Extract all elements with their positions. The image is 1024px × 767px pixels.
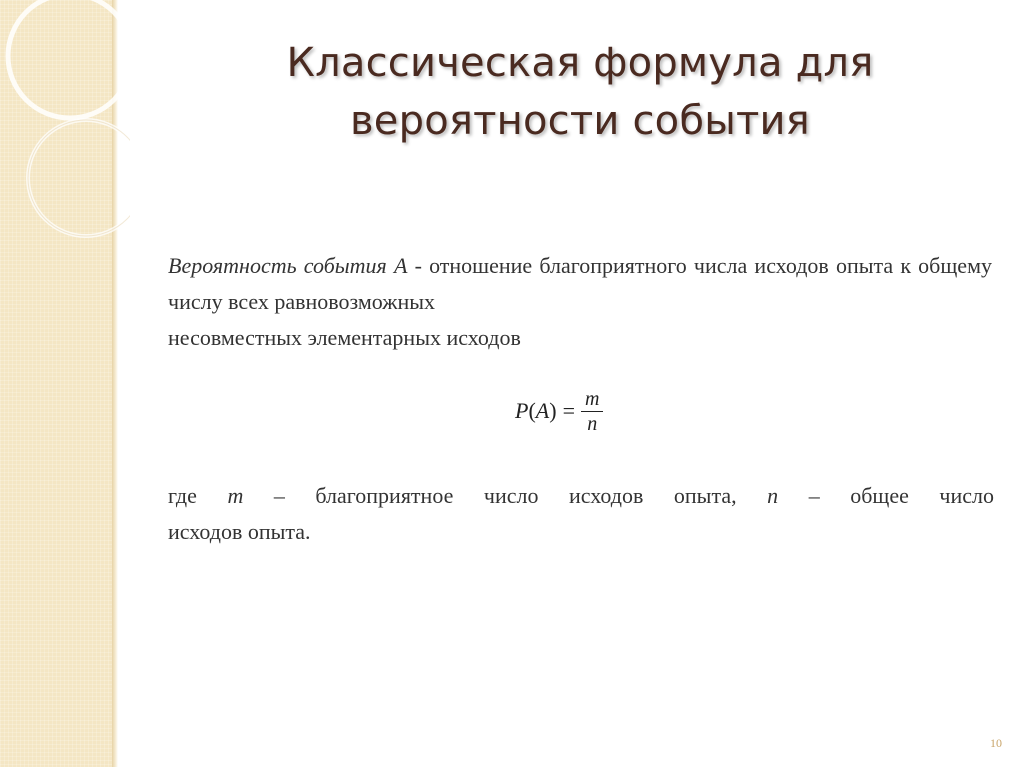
definition-paragraph <box>168 248 992 320</box>
decorative-circles-icon <box>0 0 130 260</box>
formula-numerator: m <box>581 387 603 412</box>
formula-lhs: P(A) <box>515 398 557 423</box>
title-line-1: Классическая формула для <box>286 40 874 86</box>
formula-fraction <box>581 387 603 436</box>
title-line-2: вероятности события <box>350 98 810 144</box>
definition-term: Вероятность события <box>168 253 394 278</box>
slide-title <box>200 34 960 150</box>
slide-number: 10 <box>990 736 1002 750</box>
variables-note: где m – благоприятное число исходов опыта, n – общее число <box>168 483 995 508</box>
probability-formula <box>515 384 603 438</box>
event-symbol: А <box>393 253 408 278</box>
variables-note-last-line: исходов опыта. <box>168 519 311 544</box>
variable-n: n <box>767 483 779 508</box>
definition-text: - отношение благоприятного числа исходов опыта к общему числу всех равновозможных <box>168 253 992 314</box>
variable-m: m <box>227 483 244 508</box>
formula-denominator: n <box>587 412 598 435</box>
formula-equals: = <box>562 398 575 423</box>
definition-last-line: несовместных элементарных исходов <box>168 325 521 350</box>
